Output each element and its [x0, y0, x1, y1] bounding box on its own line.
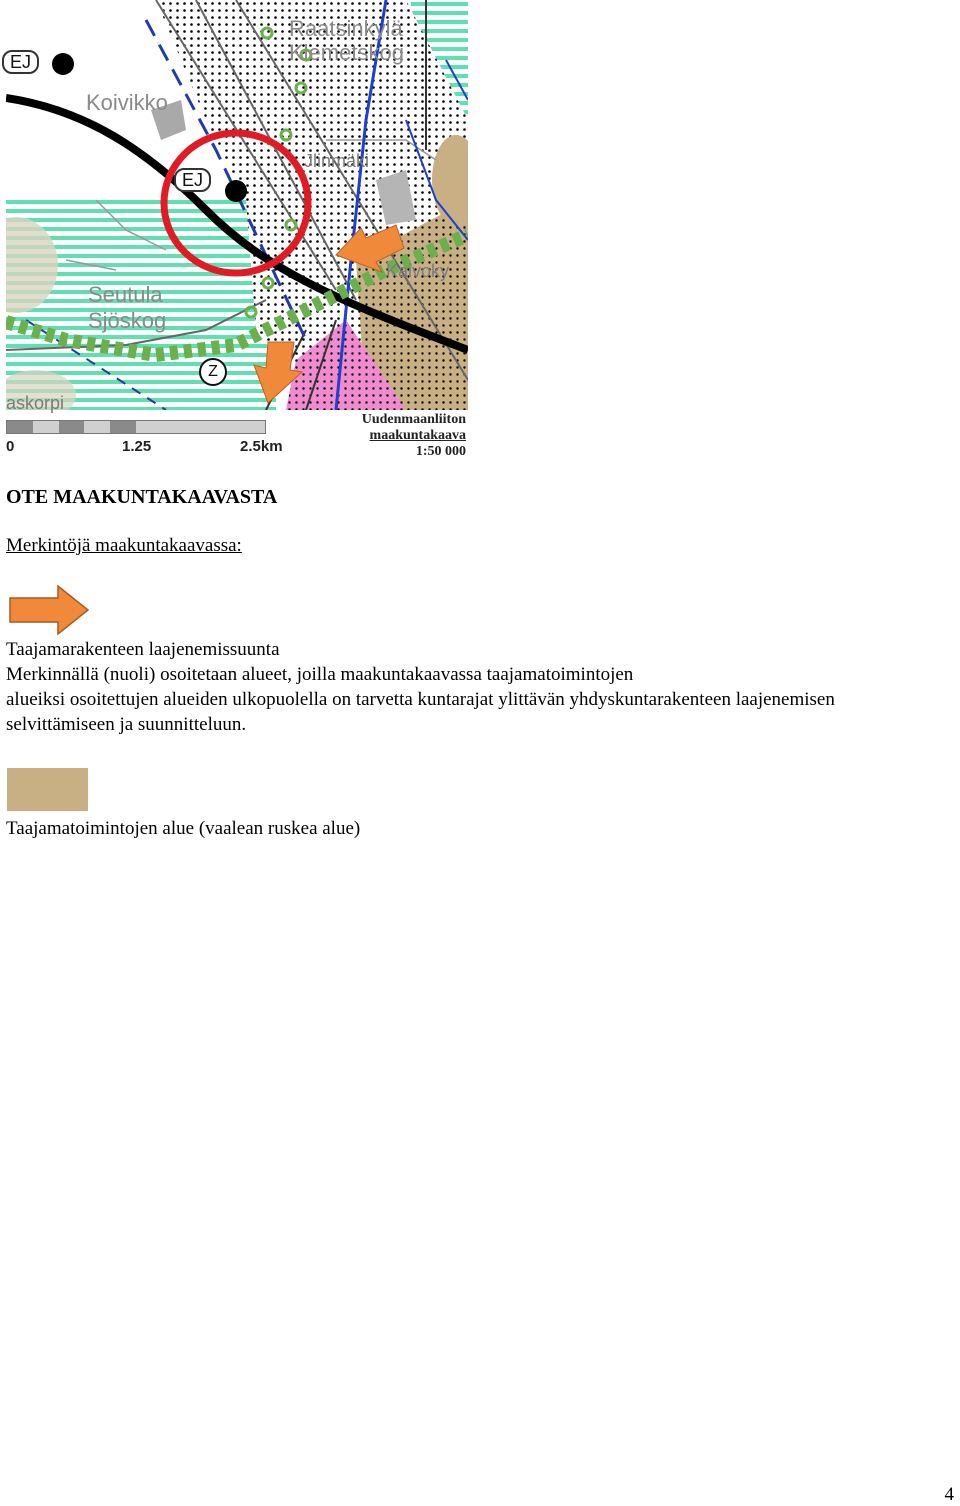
arrow-legend-line-2: alueiksi osoitettujen alueiden ulkopuolella on tarvetta kuntarajat ylittävän yhdyskuntarakenteen laajenemisen: [6, 689, 835, 710]
arrow-legend-line-1: Merkinnällä (nuoli) osoitetaan alueet, joilla maakuntakaavassa taajamatoimintojen: [6, 664, 634, 685]
map-label-seutula: Seutula: [88, 282, 163, 307]
ej-tag-left: EJ: [2, 50, 39, 74]
page-number: 4: [944, 1484, 954, 1505]
map-excerpt: [6, 0, 468, 462]
scale-bar: [6, 420, 266, 434]
scale-tick-0: 0: [6, 438, 15, 455]
area-legend-label: Taajamatoimintojen alue (vaalean ruskea alue): [6, 818, 361, 839]
map-label-sjoskog: Sjöskog: [88, 308, 167, 333]
page-title: OTE MAAKUNTAKAAVASTA: [6, 486, 278, 508]
map-image: [6, 0, 468, 462]
map-credit-line2: maakuntakaava: [369, 428, 466, 443]
map-credit-line1: Uudenmaanliiton: [361, 412, 466, 427]
map-label-koivikko: Koivikko: [86, 90, 168, 115]
urban-area-swatch: [7, 768, 88, 811]
ej-tag-center: EJ: [174, 168, 211, 192]
ej-point-center: [225, 180, 247, 202]
ej-point-left: [52, 53, 74, 75]
map-label-kaivoky: Kaivoky: [386, 261, 450, 281]
map-label-raatsinkyla: Raatsinkylä: [289, 16, 403, 41]
arrow-legend-title: Taajamarakenteen laajenemissuunta: [6, 639, 280, 660]
legend-subtitle: Merkintöjä maakuntakaavassa:: [6, 535, 242, 556]
orange-arrow-icon: [8, 584, 90, 636]
map-label-jlinmaki: Jlinmäki: [304, 151, 370, 171]
z-marker: Z: [199, 358, 227, 386]
map-label-askorpi: askorpi: [6, 393, 65, 413]
map-credit-scale: 1:50 000: [415, 444, 466, 459]
arrow-legend-line-3: selvittämiseen ja suunnitteluun.: [6, 714, 247, 735]
scale-tick-1: 1.25: [122, 438, 152, 455]
map-label-klemetskog: Klemetskog: [289, 40, 404, 65]
arrow-legend-text: [6, 637, 956, 737]
scale-tick-2: 2.5km: [240, 438, 283, 455]
